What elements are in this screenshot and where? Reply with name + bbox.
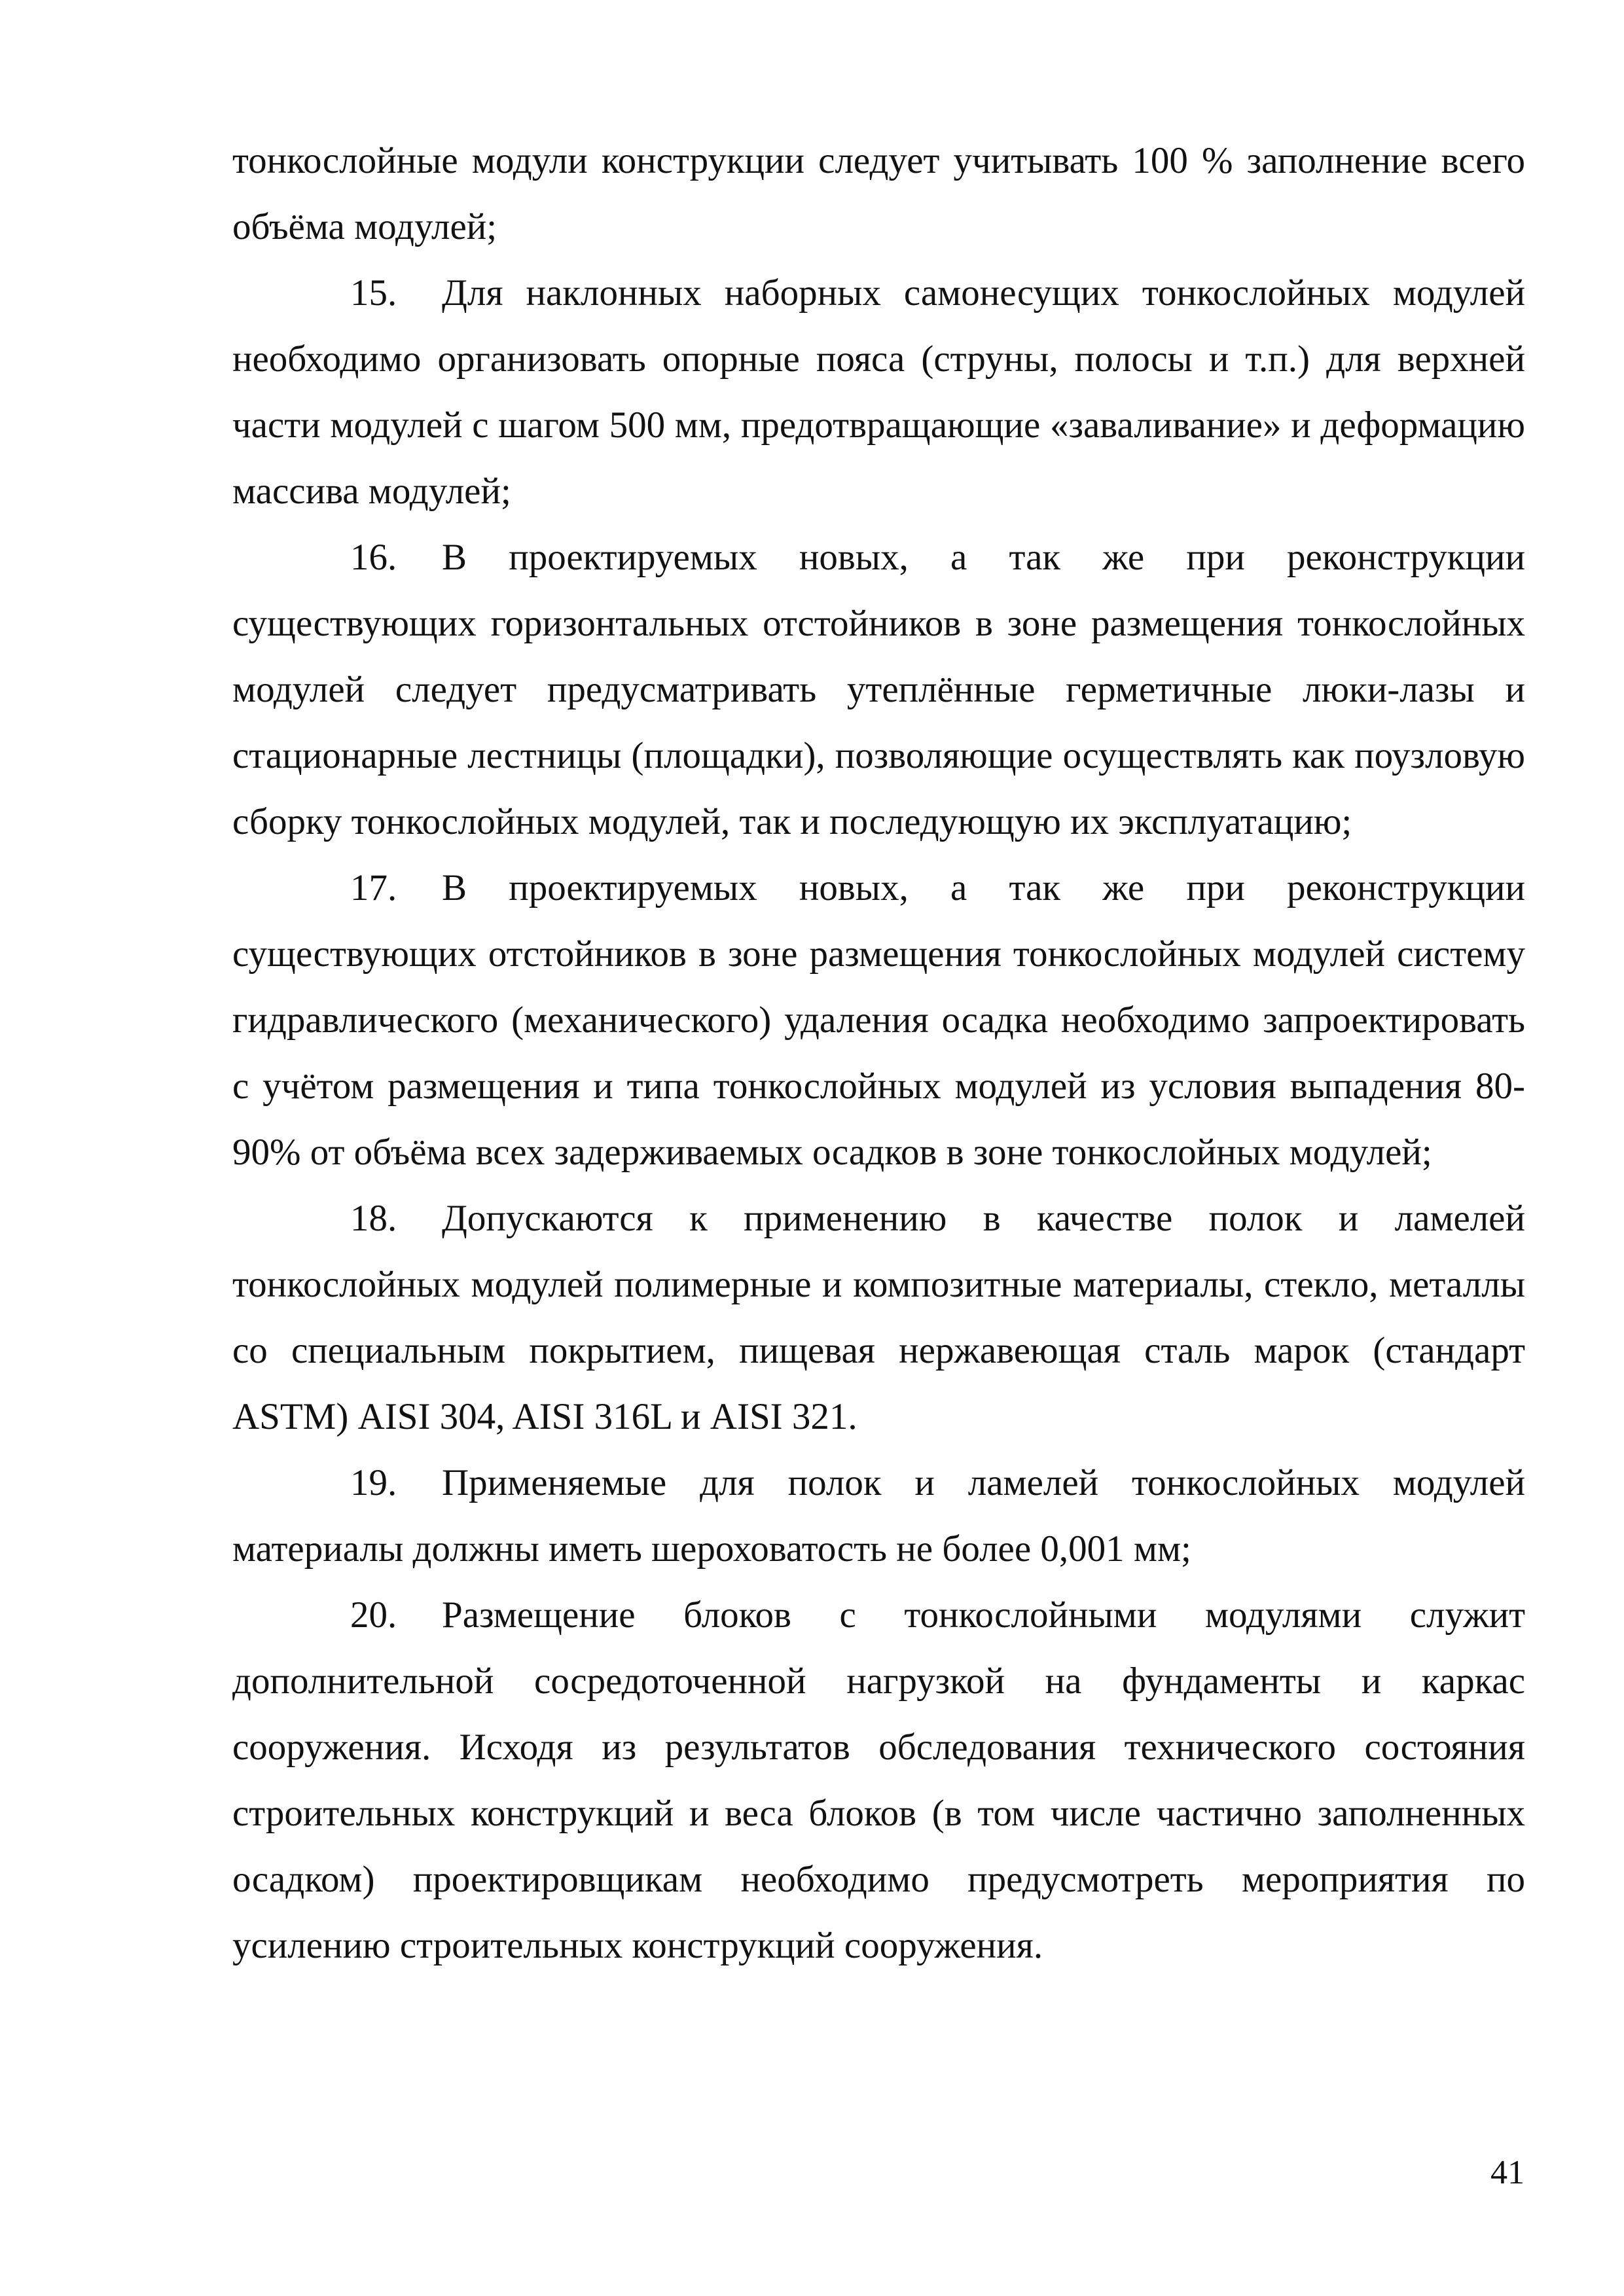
item-text: Для наклонных наборных самонесущих тонкослойных модулей необходимо организовать опорные пояса (струны, полосы и т.п.) для верхней части модулей с шагом 500 мм, предотвращающие «заваливание» и деформацию массива модулей;	[232, 272, 1525, 512]
item-number: 18.	[350, 1198, 397, 1239]
list-item-15	[232, 260, 1525, 524]
continuation-paragraph: тонкослойные модули конструкции следует учитывать 100 % заполнение всего объёма модулей;	[232, 140, 1525, 247]
item-number: 16.	[350, 537, 397, 578]
page-number: 41	[1490, 2154, 1525, 2191]
item-number: 17.	[350, 867, 397, 908]
item-text: Допускаются к применению в качестве полок и ламелей тонкослойных модулей полимерные и композитные материалы, стекло, металлы со специальным покрытием, пищевая нержавеющая сталь марок (стандарт ASTM) AISI 304, AISI 316L и AISI 321.	[232, 1198, 1525, 1437]
list-item-19	[232, 1450, 1525, 1582]
list-item-17	[232, 855, 1525, 1185]
item-number: 15.	[350, 272, 397, 314]
list-item-18	[232, 1185, 1525, 1450]
item-number: 20.	[350, 1594, 397, 1636]
list-item-16	[232, 524, 1525, 855]
item-text: Применяемые для полок и ламелей тонкослойных модулей материалы должны иметь шероховатость не более 0,001 мм;	[232, 1462, 1525, 1570]
list-item-20	[232, 1582, 1525, 1979]
item-text: В проектируемых новых, а так же при реконструкции существующих отстойников в зоне размещения тонкослойных модулей систему гидравлического (механического) удаления осадка необходимо запроектировать с учётом размещения и типа тонкослойных модулей из условия выпадения 80-90% от объёма всех задерживаемых осадков в зоне тонкослойных модулей;	[232, 867, 1525, 1173]
item-text: Размещение блоков с тонкослойными модулями служит дополнительной сосредоточенной нагрузкой на фундаменты и каркас сооружения. Исходя из результатов обследования технического состояния строительных конструкций и веса блоков (в том числе частично заполненных осадком) проектировщикам необходимо предусмотреть мероприятия по усилению строительных конструкций сооружения.	[232, 1594, 1525, 1966]
item-number: 19.	[350, 1462, 397, 1503]
document-page	[232, 128, 1525, 1979]
item-text: В проектируемых новых, а так же при реконструкции существующих горизонтальных отстойников в зоне размещения тонкослойных модулей следует предусматривать утеплённые герметичные люки-лазы и стационарные лестницы (площадки), позволяющие осуществлять как поузловую сборку тонкослойных модулей, так и последующую их эксплуатацию;	[232, 537, 1525, 842]
